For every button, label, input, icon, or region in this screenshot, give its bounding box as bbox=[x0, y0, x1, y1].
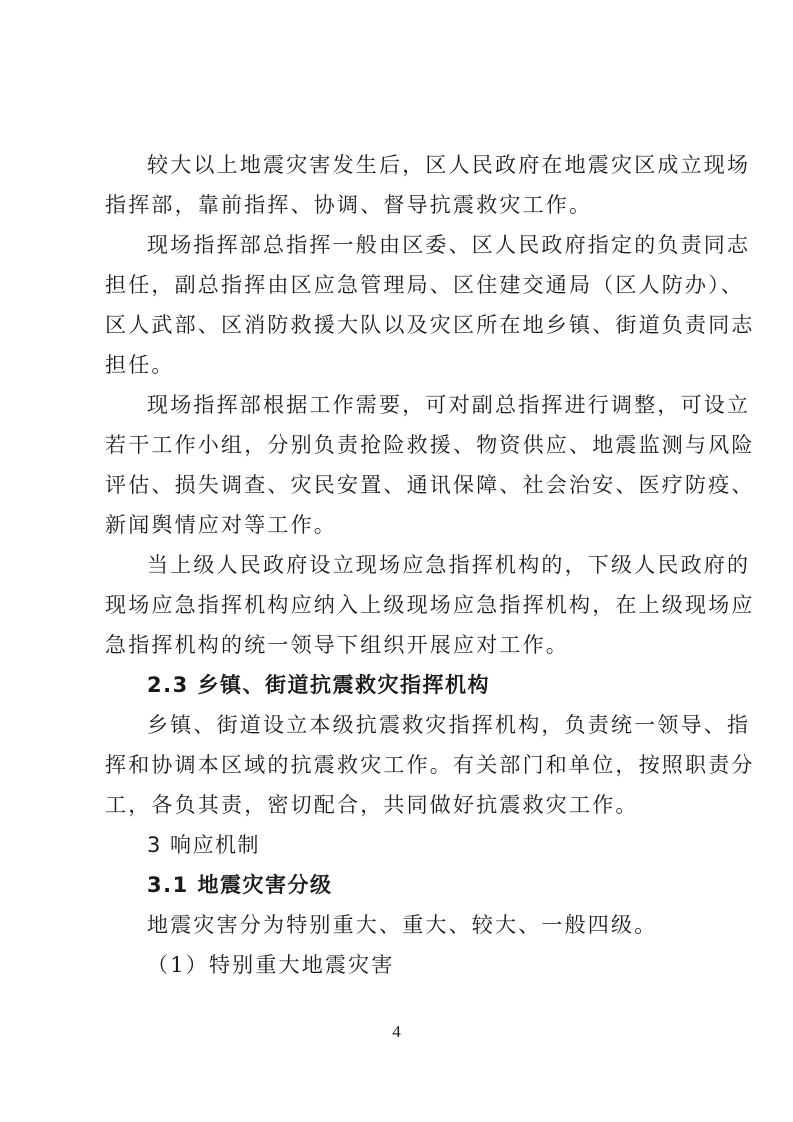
paragraph-5-line-3: 工，各负其责，密切配合，共同做好抗震救灾工作。 bbox=[105, 793, 639, 817]
paragraph-4-line-1: 当上级人民政府设立现场应急指挥机构的，下级人民政府的 bbox=[147, 553, 751, 577]
paragraph-4-line-3: 急指挥机构的统一领导下组织开展应对工作。 bbox=[105, 633, 569, 657]
section-heading-2-3: 2.3 乡镇、街道抗震救灾指挥机构 bbox=[147, 673, 491, 697]
paragraph-3-line-2: 若干工作小组，分别负责抢险救援、物资供应、地震监测与风险 bbox=[105, 433, 755, 457]
paragraph-2-line-2: 担任，副总指挥由区应急管理局、区住建交通局（区人防办）、 bbox=[105, 273, 745, 297]
paragraph-5-line-1: 乡镇、街道设立本级抗震救灾指挥机构，负责统一领导、指 bbox=[147, 713, 751, 737]
page-number: 4 bbox=[392, 1022, 401, 1041]
paragraph-3-line-4: 新闻舆情应对等工作。 bbox=[105, 513, 337, 537]
paragraph-2-line-3: 区人武部、区消防救援大队以及灾区所在地乡镇、街道负责同志 bbox=[105, 313, 755, 337]
paragraph-2-line-4: 担任。 bbox=[105, 353, 175, 377]
paragraph-5-line-2: 挥和协调本区域的抗震救灾工作。有关部门和单位，按照职责分 bbox=[105, 753, 755, 777]
paragraph-1-line-2: 指挥部，靠前指挥、协调、督导抗震救灾工作。 bbox=[105, 193, 593, 217]
paragraph-2-line-1: 现场指挥部总指挥一般由区委、区人民政府指定的负责同志 bbox=[147, 233, 751, 257]
paragraph-3-line-3: 评估、损失调查、灾民安置、通讯保障、社会治安、医疗防疫、 bbox=[105, 473, 755, 497]
paragraph-6-line-1: 地震灾害分为特别重大、重大、较大、一般四级。 bbox=[147, 913, 658, 937]
paragraph-4-line-2: 现场应急指挥机构应纳入上级现场应急指挥机构，在上级现场应 bbox=[105, 593, 755, 617]
paragraph-3-line-1: 现场指挥部根据工作需要，可对副总指挥进行调整，可设立 bbox=[147, 393, 751, 417]
section-heading-3: 3 响应机制 bbox=[147, 833, 261, 857]
section-heading-3-1: 3.1 地震灾害分级 bbox=[147, 873, 333, 897]
paragraph-7-line-1: （1）特别重大地震灾害 bbox=[147, 953, 395, 977]
paragraph-1-line-1: 较大以上地震灾害发生后，区人民政府在地震灾区成立现场 bbox=[147, 153, 751, 177]
